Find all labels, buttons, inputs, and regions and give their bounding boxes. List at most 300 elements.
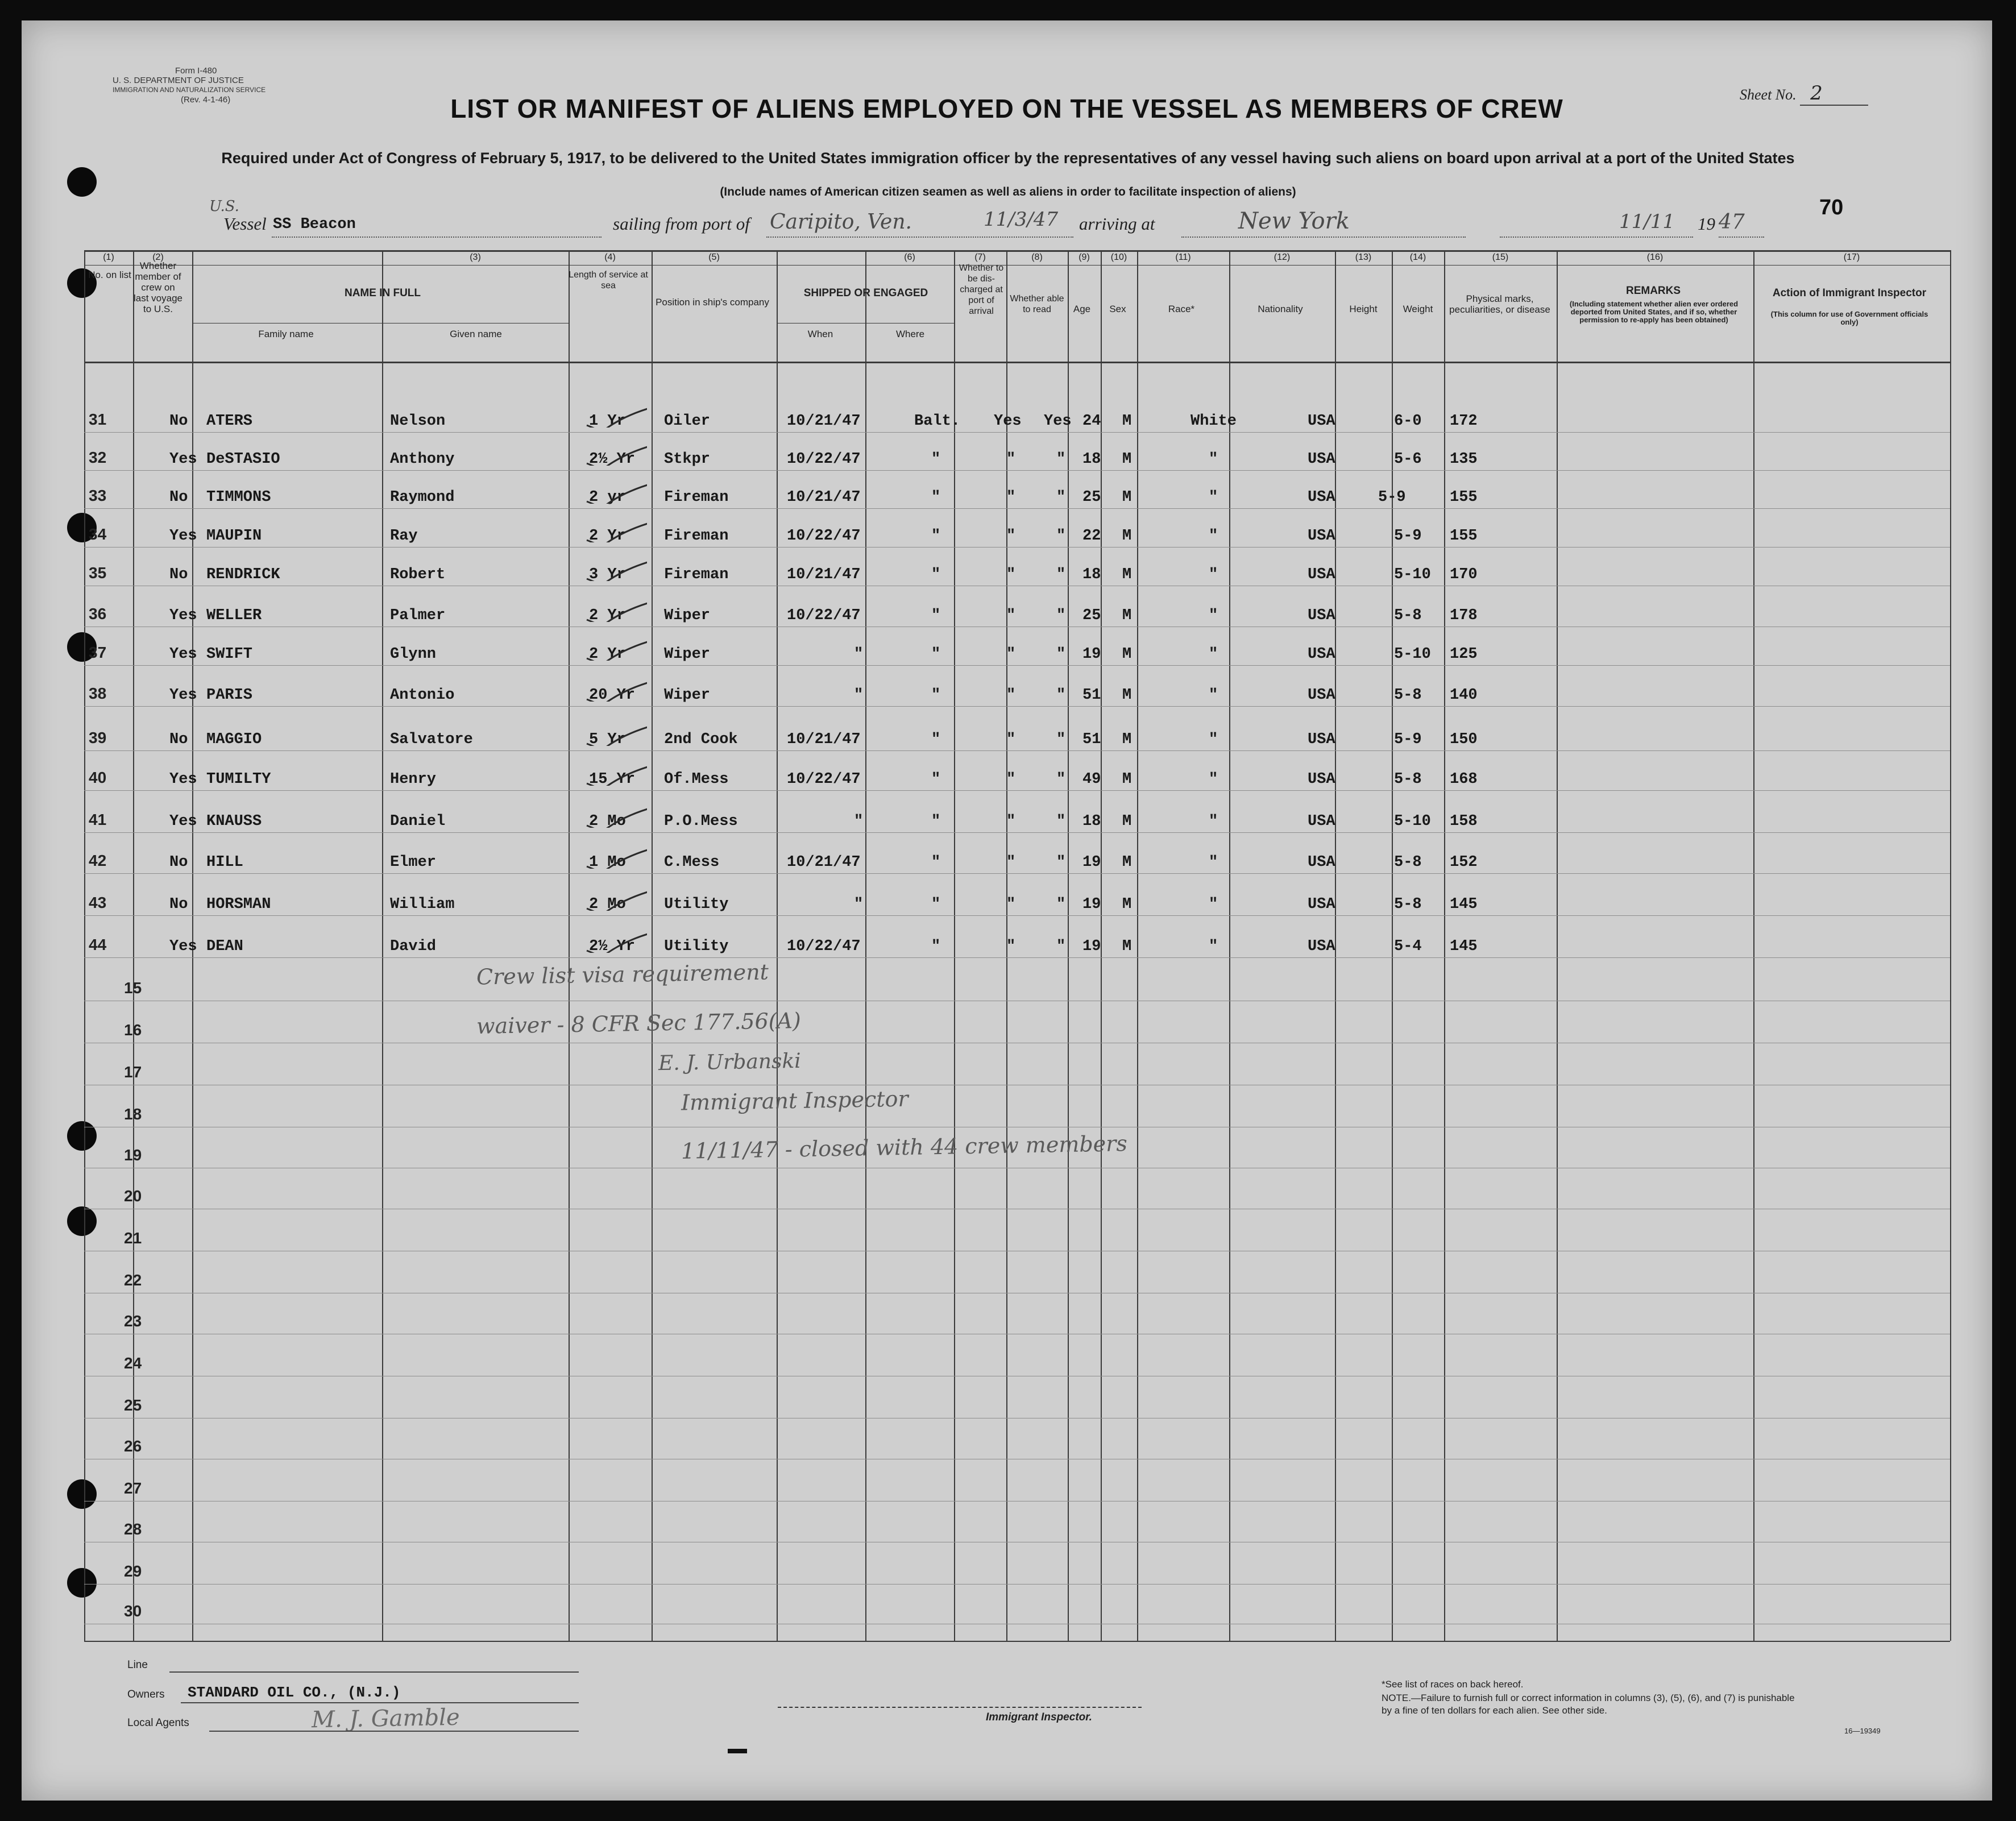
race: ": [1209, 731, 1218, 748]
weight: 168: [1450, 771, 1478, 788]
check-mark-icon: [584, 844, 647, 869]
sheet-label: Sheet No.: [1740, 86, 1797, 103]
sex: M: [1122, 413, 1132, 430]
given-name: Palmer: [390, 607, 446, 624]
handwritten-note-line: waiver - 8 CFR Sec 177.56(A): [476, 1008, 802, 1039]
nationality: USA: [1308, 489, 1335, 506]
row-number: 21: [124, 1229, 142, 1247]
discharged: ": [1006, 813, 1016, 830]
given-name: Robert: [390, 566, 446, 583]
column-rule: [652, 250, 653, 1641]
header-discharged: Whether to be dis-charged at port of arrival: [959, 263, 1004, 316]
column-rule: [84, 250, 85, 1641]
shipped-when: ": [854, 813, 864, 830]
footer-agents-label: Local Agents: [127, 1717, 189, 1729]
shipped-when: 10/21/47: [787, 566, 861, 583]
weight: 172: [1450, 413, 1478, 430]
height: 5-9: [1378, 489, 1406, 506]
race: ": [1209, 896, 1218, 913]
column-number: (6): [904, 252, 915, 262]
crew-last-voyage: Yes: [169, 646, 197, 663]
discharged: ": [1006, 489, 1016, 506]
race: ": [1209, 646, 1218, 663]
race: ": [1209, 771, 1218, 788]
column-rule: [1137, 250, 1138, 1641]
column-rule: [1229, 250, 1230, 1641]
family-name: KNAUSS: [206, 813, 262, 830]
position: Oiler: [664, 413, 711, 430]
footer-agents-signature: M. J. Gamble: [311, 1704, 460, 1733]
shipped-when: 10/22/47: [787, 451, 861, 468]
discharged: ": [1006, 528, 1016, 545]
age: 51: [1082, 687, 1101, 704]
able-to-read: ": [1056, 731, 1066, 748]
shipped-where: ": [931, 528, 941, 545]
nationality: USA: [1308, 731, 1335, 748]
column-rule: [1444, 250, 1445, 1641]
header-no-on-list: No. on list: [88, 269, 131, 280]
column-rule: [1068, 250, 1069, 1641]
able-to-read: ": [1056, 896, 1066, 913]
position: Wiper: [664, 607, 711, 624]
given-name: Nelson: [390, 413, 446, 430]
shipped-when: 10/22/47: [787, 771, 861, 788]
height: 5-8: [1394, 896, 1422, 913]
header-length-service: Length of service at sea: [569, 270, 648, 291]
punch-hole: [67, 1479, 97, 1509]
crew-last-voyage: No: [169, 413, 188, 430]
sex: M: [1122, 896, 1132, 913]
header-remarks-note: (Including statement whether alien ever ordered deported from United States, and if so, whether permission to re-apply has been obtained): [1569, 300, 1739, 324]
shipped-when: 10/21/47: [787, 489, 861, 506]
handwritten-note-line: Crew list visa requirement: [476, 959, 769, 990]
nationality: USA: [1308, 938, 1335, 955]
shipped-where: ": [931, 896, 941, 913]
arriving-label: arriving at: [1079, 214, 1155, 234]
family-name: DeSTASIO: [206, 451, 280, 468]
row-rule: [84, 665, 1950, 666]
shipped-when: ": [854, 687, 864, 704]
footer-owners-label: Owners: [127, 1689, 165, 1700]
row-number: 33: [89, 487, 107, 504]
arriving-port: New York: [1238, 208, 1350, 234]
length-of-service: 20 Yr: [589, 687, 636, 704]
race: ": [1209, 854, 1218, 871]
nationality: USA: [1308, 813, 1335, 830]
column-number: (17): [1843, 252, 1860, 262]
shipped-where: ": [931, 854, 941, 871]
crew-last-voyage: Yes: [169, 607, 197, 624]
row-number: 36: [89, 605, 107, 623]
shipped-where: ": [931, 938, 941, 955]
able-to-read: ": [1056, 607, 1066, 624]
length-of-service: 3 Yr: [589, 566, 626, 583]
length-of-service: 1 Yr: [589, 413, 626, 430]
shipped-where: ": [931, 566, 941, 583]
discharged: ": [1006, 938, 1016, 955]
shipped-where: ": [931, 451, 941, 468]
row-rule: [84, 873, 1950, 874]
row-number: 15: [124, 979, 142, 997]
check-mark-icon: [584, 556, 647, 581]
row-number: 41: [89, 811, 107, 828]
family-name: SWIFT: [206, 646, 253, 663]
column-number: (4): [604, 252, 616, 262]
weight: 178: [1450, 607, 1478, 624]
row-number: 16: [124, 1021, 142, 1039]
arrival-year-suffix: 47: [1719, 210, 1745, 234]
position: Wiper: [664, 646, 711, 663]
row-rule: [84, 750, 1950, 751]
vessel-prefix: U.S.: [209, 198, 239, 215]
race: ": [1209, 489, 1218, 506]
position: Stkpr: [664, 451, 711, 468]
age: 24: [1082, 413, 1101, 430]
footer-line-label: Line: [127, 1659, 148, 1671]
height: 5-10: [1394, 813, 1431, 830]
check-mark-icon: [584, 761, 647, 786]
handwritten-note-line: Immigrant Inspector: [681, 1086, 909, 1115]
length-of-service: 2½ Yr: [589, 938, 636, 955]
family-name: HILL: [206, 854, 243, 871]
table-bottom-rule: [84, 1641, 1950, 1642]
footer-races-note: *See list of races on back hereof.: [1382, 1679, 1524, 1690]
given-name: William: [390, 896, 455, 913]
punch-hole: [67, 1206, 97, 1236]
weight: 145: [1450, 938, 1478, 955]
row-number: 23: [124, 1312, 142, 1330]
height: 5-9: [1394, 731, 1422, 748]
header-given-name: Given name: [450, 329, 502, 339]
age: 25: [1082, 489, 1101, 506]
length-of-service: 15 Yr: [589, 771, 636, 788]
age: 51: [1082, 731, 1101, 748]
crew-last-voyage: Yes: [169, 451, 197, 468]
position: Wiper: [664, 687, 711, 704]
age: 25: [1082, 607, 1101, 624]
able-to-read: ": [1056, 489, 1066, 506]
crew-last-voyage: No: [169, 489, 188, 506]
shipped-when: 10/21/47: [787, 731, 861, 748]
column-number: (5): [708, 252, 720, 262]
column-number: (8): [1031, 252, 1043, 262]
length-of-service: 2 Mo: [589, 896, 626, 913]
row-number: 42: [89, 852, 107, 869]
shipped-when: 10/22/47: [787, 528, 861, 545]
shipped-when: ": [854, 646, 864, 663]
age: 19: [1082, 854, 1101, 871]
height: 5-10: [1394, 646, 1431, 663]
row-rule: [84, 832, 1950, 833]
age: 18: [1082, 566, 1101, 583]
footer-inspector-label: Immigrant Inspector.: [986, 1711, 1092, 1723]
column-rule: [133, 250, 134, 1641]
page-title: LIST OR MANIFEST OF ALIENS EMPLOYED ON THE VESSEL AS MEMBERS OF CREW: [450, 94, 1563, 123]
column-rule: [1950, 250, 1951, 1641]
able-to-read: ": [1056, 854, 1066, 871]
discharged: ": [1006, 731, 1016, 748]
row-number: 28: [124, 1520, 142, 1538]
column-rule: [1557, 250, 1558, 1641]
age: 19: [1082, 646, 1101, 663]
nationality: USA: [1308, 896, 1335, 913]
check-mark-icon: [584, 677, 647, 702]
race: ": [1209, 528, 1218, 545]
row-number: 20: [124, 1187, 142, 1205]
check-mark-icon: [584, 803, 647, 828]
column-number: (1): [103, 252, 114, 262]
page-subtitle: Required under Act of Congress of February 5, 1917, to be delivered to the United States immigration officer by the representatives of any vessel having such aliens on board upon arrival at a port of the United States: [221, 150, 1795, 167]
sex: M: [1122, 854, 1132, 871]
row-rule: [84, 508, 1950, 509]
discharged: ": [1006, 607, 1016, 624]
crew-last-voyage: Yes: [169, 813, 197, 830]
able-to-read: ": [1056, 528, 1066, 545]
header-bottom-rule: [84, 362, 1950, 363]
header-where: Where: [895, 329, 925, 339]
height: 5-8: [1394, 687, 1422, 704]
height: 5-9: [1394, 528, 1422, 545]
sex: M: [1122, 771, 1132, 788]
column-rule: [1753, 250, 1754, 1641]
row-number: 38: [89, 685, 107, 702]
column-rule: [865, 250, 866, 1641]
header-action: Action of Immigrant Inspector: [1772, 287, 1927, 299]
nationality: USA: [1308, 771, 1335, 788]
handwritten-signature-inspector: E. J. Urbanski: [658, 1049, 802, 1076]
footer-penalty-note: NOTE.—Failure to furnish full or correct information in columns (3), (5), (6), and (7) is punishable by a fine of ten dollars for each alien. See other side.: [1382, 1693, 1795, 1716]
given-name: Glynn: [390, 646, 437, 663]
table-top-rule: [84, 250, 1950, 252]
row-number: 24: [124, 1354, 142, 1372]
family-name: WELLER: [206, 607, 262, 624]
given-name: Elmer: [390, 854, 437, 871]
race: ": [1209, 687, 1218, 704]
weight: 125: [1450, 646, 1478, 663]
discharged: ": [1006, 646, 1016, 663]
discharged: ": [1006, 566, 1016, 583]
able-to-read: ": [1056, 813, 1066, 830]
weight: 170: [1450, 566, 1478, 583]
sex: M: [1122, 566, 1132, 583]
arrival-year-prefix: 19: [1698, 214, 1715, 234]
row-number: 30: [124, 1602, 142, 1620]
family-name: TIMMONS: [206, 489, 271, 506]
height: 5-4: [1394, 938, 1422, 955]
column-rule: [569, 250, 570, 1641]
given-name: Daniel: [390, 813, 446, 830]
able-to-read: ": [1056, 646, 1066, 663]
service-name: IMMIGRATION AND NATURALIZATION SERVICE: [113, 86, 266, 94]
weight: 145: [1450, 896, 1478, 913]
length-of-service: 1 Mo: [589, 854, 626, 871]
given-name: Anthony: [390, 451, 455, 468]
nationality: USA: [1308, 451, 1335, 468]
column-number: (15): [1492, 252, 1509, 262]
nationality: USA: [1308, 566, 1335, 583]
sex: M: [1122, 938, 1132, 955]
vessel-label: Vessel: [223, 214, 267, 234]
crew-last-voyage: No: [169, 566, 188, 583]
punch-hole: [67, 167, 97, 197]
row-number: 17: [124, 1063, 142, 1081]
race: ": [1209, 607, 1218, 624]
header-weight: Weight: [1403, 304, 1433, 314]
height: 5-8: [1394, 854, 1422, 871]
age: 22: [1082, 528, 1101, 545]
footer-owners-value: STANDARD OIL CO., (N.J.): [188, 1684, 401, 1701]
column-number: (10): [1110, 252, 1127, 262]
family-name: TUMILTY: [206, 771, 271, 788]
form-revision: (Rev. 4-1-46): [181, 95, 231, 105]
length-of-service: 2 Yr: [589, 607, 626, 624]
row-number: 35: [89, 564, 107, 582]
shipped-where: Balt.: [914, 413, 961, 430]
shipped-when: 10/22/47: [787, 938, 861, 955]
shipped-where: ": [931, 607, 941, 624]
given-name: Salvatore: [390, 731, 473, 748]
able-to-read: ": [1056, 566, 1066, 583]
row-number: 25: [124, 1396, 142, 1414]
header-last-voyage: Whether member of crew on last voyage to U.S.: [134, 260, 182, 314]
race: ": [1209, 451, 1218, 468]
nationality: USA: [1308, 687, 1335, 704]
family-name: MAUPIN: [206, 528, 262, 545]
crew-last-voyage: No: [169, 731, 188, 748]
column-rule: [1392, 250, 1393, 1641]
department-name: U. S. DEPARTMENT OF JUSTICE: [113, 76, 244, 85]
header-nationality: Nationality: [1258, 304, 1303, 314]
form-number: Form I-480: [175, 66, 217, 76]
sex: M: [1122, 646, 1132, 663]
given-name: Raymond: [390, 489, 455, 506]
row-number: 32: [89, 449, 107, 466]
race: ": [1209, 938, 1218, 955]
shipped-where: ": [931, 731, 941, 748]
sex: M: [1122, 489, 1132, 506]
family-name: RENDRICK: [206, 566, 280, 583]
position: Fireman: [664, 489, 729, 506]
height: 5-8: [1394, 771, 1422, 788]
position: Utility: [664, 896, 729, 913]
arrival-date: 11/11: [1619, 210, 1675, 233]
given-name: Antonio: [390, 687, 455, 704]
check-mark-icon: [584, 597, 647, 622]
family-name: PARIS: [206, 687, 253, 704]
crew-last-voyage: No: [169, 854, 188, 871]
row-number: 18: [124, 1105, 142, 1123]
length-of-service: 2 Yr: [589, 528, 626, 545]
check-mark-icon: [584, 441, 647, 466]
column-number: (13): [1355, 252, 1372, 262]
able-to-read: Yes: [1044, 413, 1072, 430]
crew-last-voyage: Yes: [169, 771, 197, 788]
sex: M: [1122, 813, 1132, 830]
discharged: Yes: [994, 413, 1022, 430]
race: White: [1190, 413, 1237, 430]
given-name: Henry: [390, 771, 437, 788]
page-subnote: (Include names of American citizen seamen as well as aliens in order to facilitate inspection of aliens): [720, 185, 1296, 198]
check-mark-icon: [584, 636, 647, 661]
column-number: (2): [152, 252, 164, 262]
row-number: 40: [89, 769, 107, 786]
family-name: ATERS: [206, 413, 253, 430]
check-mark-icon: [584, 928, 647, 953]
punch-hole: [67, 1568, 97, 1598]
crew-last-voyage: No: [169, 896, 188, 913]
shipped-where: ": [931, 687, 941, 704]
column-number: (12): [1274, 252, 1291, 262]
row-number: 26: [124, 1437, 142, 1455]
column-rule: [954, 250, 955, 1641]
row-number: 31: [89, 410, 107, 428]
shipped-where: ": [931, 771, 941, 788]
nationality: USA: [1308, 854, 1335, 871]
given-name: David: [390, 938, 437, 955]
sex: M: [1122, 731, 1132, 748]
header-race: Race*: [1168, 304, 1195, 314]
header-physical: Physical marks, peculiarities, or disease: [1449, 293, 1550, 315]
weight: 155: [1450, 528, 1478, 545]
header-action-note: (This column for use of Government officials only): [1770, 310, 1928, 326]
column-number: (3): [470, 252, 481, 262]
header-family-name: Family name: [258, 329, 314, 339]
row-rule: [84, 915, 1950, 916]
age: 18: [1082, 813, 1101, 830]
discharged: ": [1006, 687, 1016, 704]
weight: 158: [1450, 813, 1478, 830]
position: C.Mess: [664, 854, 720, 871]
page-number: 70: [1819, 196, 1844, 219]
header-position: Position in ship's company: [656, 297, 769, 308]
column-number: (16): [1646, 252, 1664, 262]
age: 49: [1082, 771, 1101, 788]
nationality: USA: [1308, 413, 1335, 430]
column-number: (14): [1409, 252, 1426, 262]
row-number: 19: [124, 1146, 142, 1164]
row-number: 43: [89, 894, 107, 911]
shipped-where: ": [931, 646, 941, 663]
given-name: Ray: [390, 528, 418, 545]
sailing-port: Caripito, Ven.: [770, 210, 912, 234]
position: Fireman: [664, 528, 729, 545]
position: Fireman: [664, 566, 729, 583]
family-name: HORSMAN: [206, 896, 271, 913]
age: 18: [1082, 451, 1101, 468]
check-mark-icon: [584, 479, 647, 504]
column-number: (11): [1175, 252, 1191, 262]
row-rule: [84, 432, 1950, 433]
weight: 135: [1450, 451, 1478, 468]
shipped-when: ": [854, 896, 864, 913]
family-name: MAGGIO: [206, 731, 262, 748]
able-to-read: ": [1056, 938, 1066, 955]
row-number: 34: [89, 525, 107, 543]
row-rule: [84, 957, 1950, 958]
position: Utility: [664, 938, 729, 955]
race: ": [1209, 813, 1218, 830]
sex: M: [1122, 451, 1132, 468]
handwritten-note-line: 11/11/47 - closed with 44 crew members: [681, 1131, 1128, 1164]
column-number-rule: [84, 265, 1950, 266]
header-when: When: [807, 329, 833, 339]
crew-last-voyage: Yes: [169, 687, 197, 704]
family-name: DEAN: [206, 938, 243, 955]
sex: M: [1122, 607, 1132, 624]
row-number: 37: [89, 644, 107, 661]
header-age: Age: [1073, 304, 1091, 314]
nationality: USA: [1308, 528, 1335, 545]
